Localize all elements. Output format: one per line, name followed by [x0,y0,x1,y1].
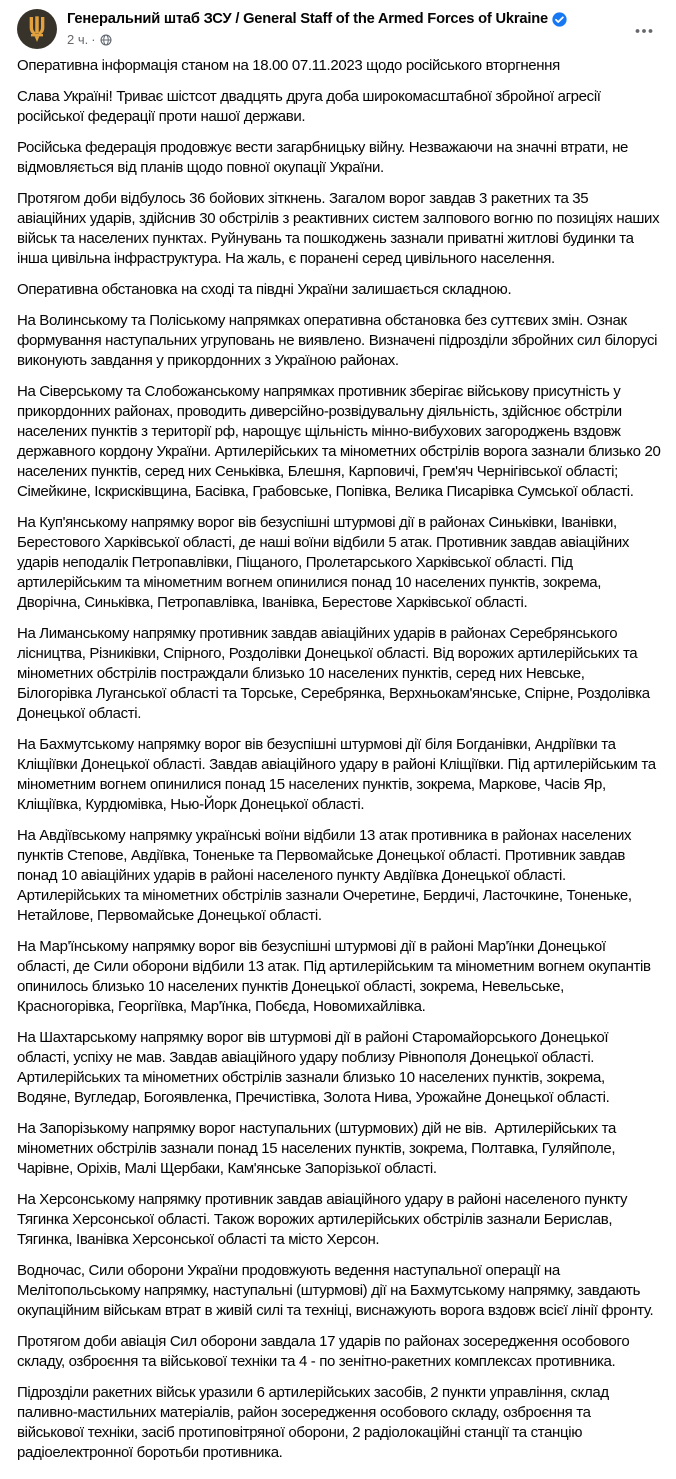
post-header [0,0,676,53]
post-meta [67,32,620,47]
page-name[interactable]: Генеральний штаб ЗСУ / General Staff of the Armed Forces of Ukraine [67,11,548,27]
verified-badge-icon [552,12,567,27]
post-paragraph: На Авдіївському напрямку українські воїни відбили 13 атак противника в районах населених пунктів Степове, Авдіївка, Тоненьке та Первомайське Донецької області. Противник завдав понад 10 авіаційних ударів в районі населеного пункту Авдіївка Донецької області. Артилерійських та мінометних обстрілів зазнали Очеретине, Бердичі, Ласточкине, Тоненьке, Нетайлове, Первомайське Донецької області. [17,827,636,924]
trident-emblem-icon [26,15,48,43]
post-paragraph: Підрозділи ракетних військ уразили 6 артилерійських засобів, 2 пункти управління, склад паливно-мастильних матеріалів, район зосередження особового складу, озброєння та військової техніки, засіб протиповітряної оборони, 2 радіолокаційні станції та станцію радіоелектронної боротьби противника. [17,1384,613,1461]
post-paragraph: Протягом доби авіація Сил оборони завдала 17 ударів по районах зосередження особового складу, озброєння та військової техніки та 4 - по зенітно-ракетних комплексах противника. [17,1333,634,1370]
avatar[interactable] [17,9,57,49]
post-paragraph: На Мар'їнському напрямку ворог вів безуспішні штурмові дії в районі Мар'їнки Донецької області, де Сили оборони відбили 13 атак. Під артилерійським та мінометним вогнем окупантів опинилось близько 10 населених пунктів Донецької області, зокрема, Невельське, Красногорівка, Георгіївка, Мар'їнка, Побєда, Новомихайлівка. [17,938,655,1015]
post-paragraph: На Куп'янському напрямку ворог вів безуспішні штурмові дії в районах Синьківки, Іванівки, Берестового Харківської області, де наші воїни відбили 5 атак. Противник завдав авіаційних ударів неподалік Петропавлівки, Піщаного, Пролетарського Харківської області. Під артилерійським та мінометним вогнем опинилися понад 10 населених пунктів, зокрема, Дворічна, Синьківка, Петропавлівка, Іванівка, Берестове Харківської області. [17,514,633,611]
meta-separator: · [91,32,96,47]
post-paragraph: На Бахмутському напрямку ворог вів безуспішні штурмові дії біля Богданівки, Андріївки та Кліщіївки Донецької області. Завдав авіаційного удару в районі Кліщіївки. Під артилерійським та мінометним вогнем опинилися понад 15 населених пунктів, зокрема, Маркове, Часів Яр, Кліщіївка, Курдюмівка, Нью-Йорк Донецької області. [17,736,660,813]
post-paragraph: Протягом доби відбулось 36 бойових зіткнень. Загалом ворог завдав 3 ракетних та 35 авіаційних ударів, здійснив 30 обстрілів з реактивних систем залпового вогню по позиціях наших військ та населених пунктах. Руйнувань та пошкоджень зазнали приватні житлові будинки та інша цивільна інфраструктура. На жаль, є поранені серед цивільного населення. [17,190,664,267]
post-body [0,53,676,1479]
more-options-button[interactable] [628,15,660,47]
post-paragraph: На Сіверському та Слобожанському напрямках противник зберігає військову присутність у прикордонних районах, проводить диверсійно-розвідувальну діяльність, здійснює обстріли населених пунктів з території рф, нарощує щільність мінно-вибухових загороджень вздовж державного кордону України. Артилерійських та мінометних обстрілів ворога зазнали близько 20 населених пунктів, серед них Сеньківка, Блешня, Карповичі, Грем'яч Чернігівської області; Сімейкине, Іскрисківщина, Басівка, Грабовське, Попівка, Велика Писарівка Сумської області. [17,383,665,500]
post-paragraph: На Херсонському напрямку противник завдав авіаційного удару в районі населеного пункту Тягинка Херсонської області. Також ворожих артилерійських обстрілів зазнали Берислав, Тягинка, Іванівка Херсонської області та місто Херсон. [17,1191,632,1248]
post-paragraph: На Шахтарському напрямку ворог вів штурмові дії в районі Старомайорського Донецької області, успіху не мав. Завдав авіаційного удару поблизу Рівнополя Донецької області. Артилерійських та мінометних обстрілів зазнали близько 10 населених пунктів, зокрема, Водяне, Вугледар, Богоявленка, Пречистівка, Золота Нива, Урожайне Донецької області. [17,1029,613,1106]
post-paragraph: На Запорізькому напрямку ворог наступальних (штурмових) дій не вів. Артилерійських та мінометних обстрілів зазнали понад 15 населених пунктів, зокрема, Полтавка, Гуляйполе, Чарівне, Оріхів, Малі Щербаки, Кам'янське Запорізької області. [17,1120,620,1177]
post-paragraph: Водночас, Сили оборони України продовжують ведення наступальної операції на Мелітопольському напрямку, наступальні (штурмові) дії на Бахмутському напрямку, завдають окупаційним військам втрат в живій силі та техніці, виснажують ворога вздовж всієї лінії фронту. [17,1262,654,1319]
timestamp[interactable]: 2 ч. [67,32,89,47]
globe-privacy-icon [100,34,112,46]
post-paragraph: Оперативна інформація станом на 18.00 07.11.2023 щодо російського вторгнення [17,57,560,74]
post-paragraph: На Волинському та Поліському напрямках оперативна обстановка без суттєвих змін. Ознак формування наступальних угруповань не виявлено. Визначені підрозділи збройних сил білорусі виконують завдання у прикордонних з Україною районах. [17,312,661,369]
post-paragraph: Російська федерація продовжує вести загарбницьку війну. Незважаючи на значні втрати, не відмовляється від планів щодо повної окупації України. [17,139,632,176]
post-paragraph: Слава Україні! Триває шістсот двадцять друга доба широкомасштабної збройної агресії російської федерації проти нашої держави. [17,88,605,125]
header-info [57,9,628,47]
ellipsis-icon [634,21,654,41]
post-paragraph: Оперативна обстановка на сході та півдні України залишається складною. [17,281,512,298]
post-paragraph: На Лиманському напрямку противник завдав авіаційних ударів в районах Серебрянського лісництва, Різниківки, Спірного, Роздолівки Донецької області. Від ворожих артилерійських та мінометних обстрілів постраждали близько 10 населених пунктів, серед них Невське, Білогорівка Луганської області та Торське, Серебрянка, Верхньокам'янське, Спірне, Роздолівка Донецької області. [17,625,654,722]
